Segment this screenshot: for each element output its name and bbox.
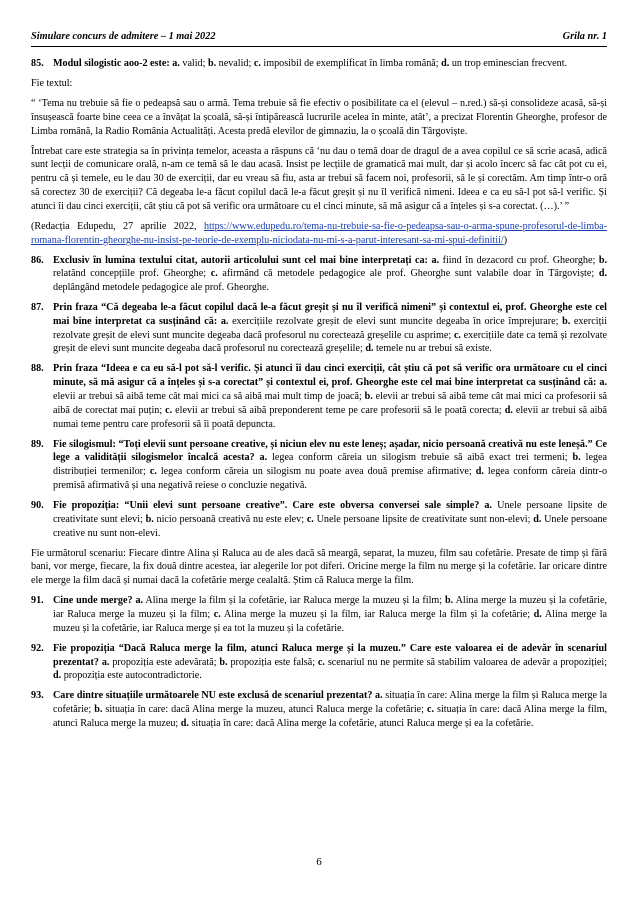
- option-b: situația în care: dacă Alina merge la muzeu, atunci Raluca merge la cofetărie;: [102, 704, 424, 716]
- option-a: legea conform căreia un silogism trebuie să aibă exact trei termeni;: [267, 452, 568, 464]
- option-c: situația în care: dacă Alina merge la film, atunci Raluca merge la muzeu;: [53, 704, 608, 729]
- page-header: [31, 31, 607, 47]
- question-86: [31, 254, 607, 295]
- page-content: [31, 57, 607, 737]
- header-rule: [31, 46, 607, 47]
- option-b-label: b.: [445, 595, 454, 607]
- option-d-label: d.: [533, 513, 542, 525]
- question-92: [31, 642, 607, 683]
- scenario-paragraph: Fie următorul scenariu: Fiecare dintre Alina și Raluca au de ales dacă să meargă, separat, la muzeu, film sau cofetărie. Presate de timp și fără bani, vor merge, fiecare, la fix două dintre acestea, iar alegerile lor pot diferi. Oricine merge la film nu merge și la cofetărie. Iar oricare dintre ele merge la film dacă și numai dacă la cofetărie merge cealaltă. Știm că Raluca merge la film.: [31, 547, 607, 587]
- option-d: deplângând metodele pedagogice ale prof. Gheorghe.: [53, 282, 270, 294]
- question-stem: Exclusiv în lumina textului citat, autorii articolului sunt cel mai bine interpretați ca:: [53, 254, 428, 266]
- option-d-label: d.: [53, 670, 62, 682]
- quoted-paragraph-1: “ ‘Tema nu trebuie să fie o pedeapsă sau o armă. Tema trebuie să fie efectiv o posibilitate ca el (elevul – n.red.) să-și consolideze acasă, să-și însușească foarte bine ceea ce a învățat la școală, să-și întipărească lucrurile acelea în minte, atât’, a precizat Florentin Gheorghe, profesor de Limba română, la Radio România Actualități. Acesta predă elevilor de gimnaziu, la o școală din Târgoviște.: [31, 97, 607, 137]
- option-c-label: c.: [317, 656, 325, 668]
- question-stem: Care dintre situațiile următoarele NU este exclusă de scenariul prezentat?: [53, 690, 373, 702]
- option-c-label: c.: [306, 513, 314, 525]
- option-b: exerciții rezolvate greșit de elevi sunt muncite degeaba dacă profesorul nu corectează greșelile cu asprime;: [53, 315, 608, 341]
- option-d: propoziția este autocontradictorie.: [61, 670, 202, 682]
- option-a: exercițiile rezolvate greșit de elevi sunt muncite degeaba în orice împrejurare;: [228, 315, 559, 327]
- option-b-label: b.: [562, 315, 571, 327]
- option-b-label: b.: [207, 58, 217, 69]
- option-b-label: b.: [219, 656, 228, 668]
- option-c: afirmând că metodele pedagogice ale prof. Gheorghe sunt valabile doar în Târgoviște;: [217, 268, 595, 280]
- option-a-label: a.: [101, 656, 110, 668]
- question-stem: Prin fraza “Că degeaba le-a făcut copilul dacă le-a făcut greșit și nu îl verifică nimeni” și contextul ei, prof. Gheorghe este cel mai bine interpretat ca susținând că:: [53, 302, 607, 327]
- option-d-label: d.: [365, 343, 374, 355]
- source-citation: [31, 220, 607, 248]
- question-stem: Fie propoziția “Dacă Raluca merge la film, atunci Raluca merge și la muzeu.” Care este valoarea ei de adevăr în scenariul prezentat?: [53, 642, 607, 668]
- question-stem: Cine unde merge?: [53, 595, 133, 607]
- option-c: Alina merge la muzeu și la film, iar Raluca merge la film și la cofetărie;: [220, 608, 531, 620]
- option-b: nicio persoană creativă nu este elev;: [153, 513, 305, 525]
- question-93: [31, 689, 607, 730]
- option-a: valid;: [179, 58, 206, 69]
- question-number: 90.: [31, 500, 44, 511]
- option-c-label: c.: [253, 58, 261, 69]
- option-c-label: c.: [213, 608, 221, 620]
- page-number: 6: [316, 856, 322, 868]
- option-c: exercițiile date ca temă și rezolvate greșit de elevi sunt muncite degeaba dacă profesorul nu corectează greșelile;: [53, 329, 608, 355]
- option-a-label: a.: [431, 254, 440, 266]
- option-b-label: b.: [94, 704, 103, 716]
- question-85: [31, 57, 607, 71]
- question-stem: Prin fraza “Ideea e ca eu să-l pot să-l verific. Și atunci îi dau cinci exerciții, cât știu că pot să verific ora următoare cu el cinci minute, să mă asigur că a înțeles și s-a corectat” și contextul ei, prof. Gheorghe este cel mai bine interpretat ca susținând că:: [53, 363, 607, 389]
- option-b: Alina merge la muzeu și la cofetărie, iar Raluca merge la muzeu și la film;: [53, 595, 608, 620]
- option-d: legea conform căreia dintr-o premisă afirmativă și una negativă reiese o concluzie negativă.: [53, 466, 608, 492]
- question-90: [31, 499, 607, 540]
- option-b: relatând concepțiile prof. Gheorghe;: [53, 268, 207, 280]
- option-a-label: a.: [135, 595, 144, 607]
- option-a: Alina merge la film și la cofetărie, iar Raluca merge la muzeu și la film;: [143, 595, 443, 607]
- option-a: fiind în dezacord cu prof. Gheorghe;: [439, 254, 596, 266]
- text-intro: Fie textul:: [31, 77, 73, 89]
- header-grid-number: Grila nr. 1: [562, 31, 607, 42]
- question-number: 85.: [31, 58, 44, 69]
- option-c: imposibil de exemplificat în limba română;: [260, 58, 439, 69]
- option-a: situația în care: Alina merge la film și Raluca merge la cofetărie;: [53, 690, 607, 716]
- option-a: Unele persoane lipsite de creativitate sunt elevi;: [53, 500, 607, 525]
- option-a-label: a.: [172, 58, 180, 69]
- option-d: Alina merge la muzeu și la cofetărie, iar Raluca merge și ea tot la muzeu și la cofetărie.: [53, 608, 607, 634]
- option-d: elevii ar trebui să aibă numai teme pentru care profesorii să îi poată depuncta.: [53, 404, 608, 430]
- question-stem: Fie silogismul: “Toți elevii sunt persoane creative, și niciun elev nu este leneș; așadar, nicio persoană creativă nu este leneșă.” Ce lege a validității silogismelor încalcă acesta?: [53, 438, 607, 464]
- option-b: elevii ar trebui să aibă teme cât mai mici ca profesorii să aibă de corectat mai puțin;: [53, 391, 608, 416]
- option-b-label: b.: [598, 254, 608, 266]
- option-c: scenariul nu ne permite să stabilim valoarea de adevăr a propoziției;: [324, 656, 608, 668]
- option-c: Unele persoane lipsite de creativitate sunt non-elevi;: [313, 513, 531, 525]
- option-a: elevii ar trebui să aibă teme cât mai mici ca să aibă mai mult timp de joacă;: [53, 391, 362, 403]
- option-d: situația în care: dacă Alina merge la cofetărie, atunci Raluca merge și ea la cofetărie.: [188, 717, 534, 729]
- option-a-label: a.: [220, 315, 229, 327]
- source-link[interactable]: https://www.edupedu.ro/tema-nu-trebuie-sa-fie-o-pedeapsa-sau-o-arma-spune-profesorul-de-limba-romana-florentin-gheorghe-nu-insist-pe-teorie-de-exemplu-niciodata-nu-mi-s-a-parut-interesant-sa-mi-spui-definitii/: [31, 220, 607, 246]
- option-a-label: a.: [259, 452, 268, 464]
- option-c-label: c.: [149, 466, 157, 478]
- source-suffix: ): [503, 234, 508, 246]
- option-a-label: a.: [599, 377, 608, 389]
- option-a-label: a.: [484, 500, 493, 511]
- question-88: [31, 362, 607, 431]
- option-d: un trop eminescian frecvent.: [449, 58, 568, 69]
- question-87: [31, 301, 607, 356]
- option-c-label: c.: [426, 704, 435, 716]
- option-d-label: d.: [441, 58, 450, 69]
- option-a: propoziția este adevărată;: [109, 656, 217, 668]
- question-number: 93.: [31, 690, 44, 702]
- quoted-paragraph-2: Întrebat care este strategia sa în privința temelor, aceasta a răspuns că ‘nu dau o temă doar de dragul de a avea copilul ce să scrie acasă, adică sunt lecții de comunicare orală, n-am ce temă să le dau acasă. Insist pe lecțiile de gramatică mai mult, dar și acolo încerc să fac cât pot cu ei, pentru că și temele, eu le dau 30 de exerciții, dar eu vreau să fiu, asta ar trebui să facem noi, profesorii, să le și corectăm. Am timp într-o oră să corectez 30 de exerciții? Că degeaba le-a făcut copilul dacă le-a făcut greșit și nu îl verifică nimeni. Ideea e ca eu să-l pot să-l verific. Și atunci îi dau cinci exerciții, cât știu că pot să verific ora următoare cu el cinci minute, să mă asigur că a înțeles și s-a corectat. (…).’ ”: [31, 145, 607, 212]
- question-stem: Fie propoziția: “Unii elevi sunt persoane creative”. Care este obversa conversei sale simple?: [53, 500, 480, 511]
- option-a-label: a.: [375, 690, 383, 702]
- question-89: [31, 438, 607, 493]
- option-d-label: d.: [598, 268, 608, 280]
- option-c-label: c.: [453, 329, 461, 341]
- option-b-label: b.: [572, 452, 581, 464]
- option-b-label: b.: [364, 391, 373, 403]
- option-d-label: d.: [180, 717, 189, 729]
- question-number: 86.: [31, 254, 44, 266]
- option-d-label: d.: [475, 466, 484, 478]
- header-title: Simulare concurs de admitere – 1 mai 2022: [31, 31, 216, 42]
- option-b: nevalid;: [216, 58, 252, 69]
- option-b-label: b.: [145, 513, 154, 525]
- source-prefix: (Redacția Edupedu, 27 aprilie 2022,: [31, 220, 204, 232]
- question-stem: Modul silogistic aoo-2 este:: [53, 58, 170, 69]
- option-d-label: d.: [533, 608, 542, 620]
- option-c-label: c.: [165, 404, 173, 416]
- question-number: 89.: [31, 438, 44, 450]
- question-number: 91.: [31, 595, 44, 607]
- option-b: legea distribuției termenilor;: [53, 452, 608, 478]
- option-d-label: d.: [504, 404, 513, 416]
- option-b: propoziția este falsă;: [227, 656, 316, 668]
- option-d: Unele persoane creative nu sunt non-elevi.: [53, 513, 608, 539]
- question-number: 88.: [31, 363, 44, 375]
- option-c: elevii ar trebui să aibă preponderent teme pe care profesorii să le poată corecta;: [172, 404, 502, 416]
- option-d: temele nu ar trebui să existe.: [373, 343, 492, 355]
- question-91: [31, 594, 607, 635]
- option-c-label: c.: [210, 268, 218, 280]
- question-number: 92.: [31, 642, 44, 654]
- question-number: 87.: [31, 302, 44, 314]
- option-c: legea conform căreia un silogism nu poate avea două premise afirmative;: [156, 466, 472, 478]
